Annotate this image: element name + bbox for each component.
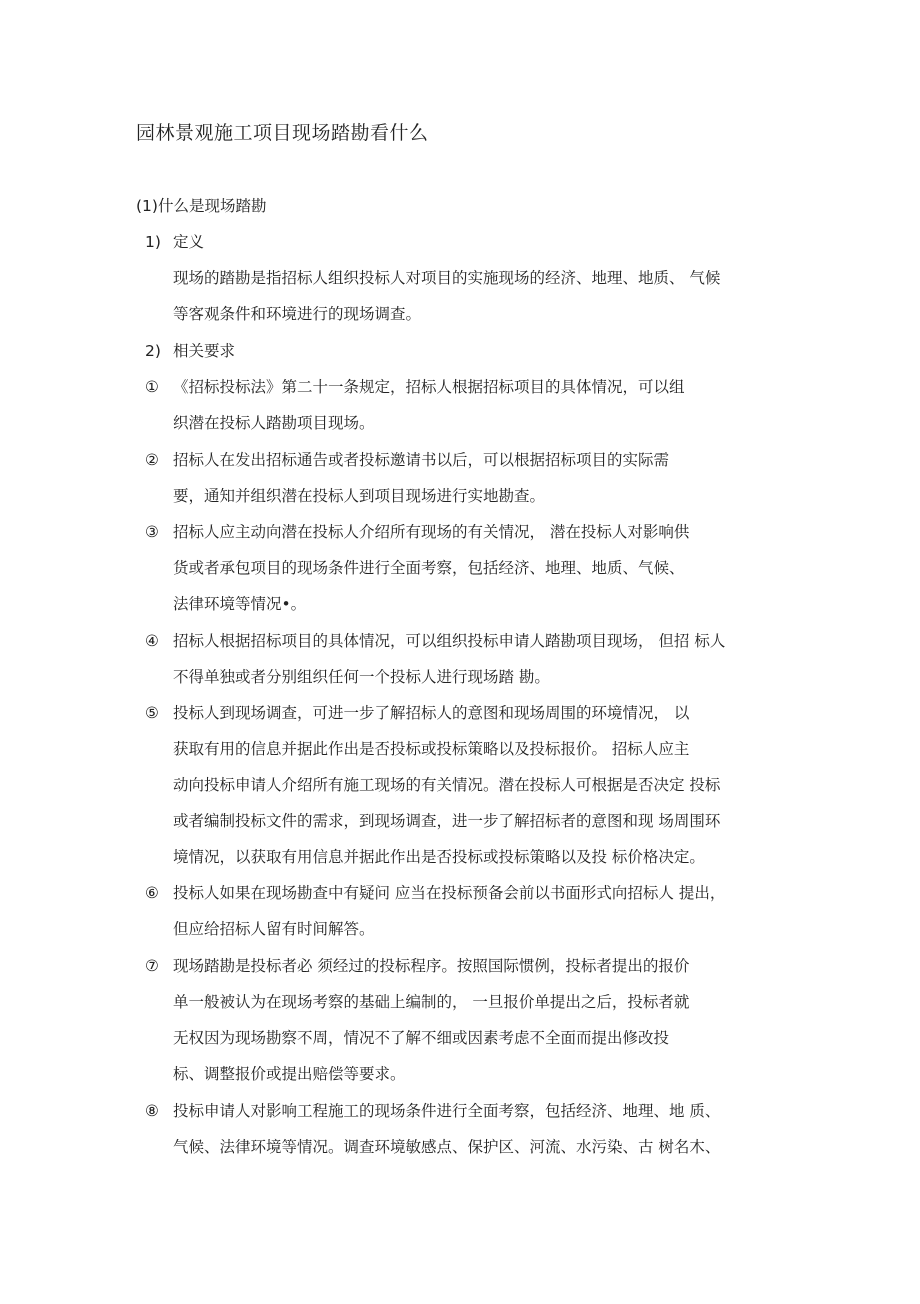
section-heading: (1)什么是现场踏勘 <box>136 197 267 215</box>
body-line: 动向投标申请人介绍所有施工现场的有关情况。潜在投标人可根据是否决定 投标 <box>173 776 721 794</box>
body-line: 《招标投标法》第二十一条规定，招标人根据招标项目的具体情况，可以组 <box>173 378 685 396</box>
body-line: 要，通知并组织潜在投标人到项目现场进行实地勘查。 <box>173 487 546 505</box>
body-line: 但应给招标人留有时间解答。 <box>173 920 375 938</box>
sub-number: 2) <box>145 342 161 360</box>
sub-number: 1) <box>145 233 161 251</box>
sub-heading: 相关要求 <box>173 342 236 360</box>
body-line: 货或者承包项目的现场条件进行全面考察，包括经济、地理、地质、气候、 <box>173 559 685 577</box>
sub-heading: 定义 <box>173 233 205 251</box>
page-title: 园林景观施工项目现场踏勘看什么 <box>136 122 429 144</box>
body-line: 境情况，以获取有用信息并据此作出是否投标或投标策略以及投 标价格决定。 <box>173 848 705 866</box>
body-line: 不得单独或者分别组织任何一个投标人进行现场踏 勘。 <box>173 668 550 686</box>
item-number: ① <box>145 378 159 396</box>
body-line: 织潜在投标人踏勘项目现场。 <box>173 414 375 432</box>
item-number: ④ <box>145 632 159 650</box>
body-line: 单一般被认为在现场考察的基础上编制的， 一旦报价单提出之后，投标者就 <box>173 993 690 1011</box>
body-line: 招标人根据招标项目的具体情况，可以组织投标申请人踏勘项目现场， 但招 标人 <box>173 632 726 650</box>
body-line: 现场的踏勘是指招标人组织投标人对项目的实施现场的经济、地理、地质、 气候 <box>173 269 721 287</box>
body-line: 招标人在发出招标通告或者投标邀请书以后，可以根据招标项目的实际需 <box>173 451 670 469</box>
body-line: 招标人应主动向潜在投标人介绍所有现场的有关情况， 潜在投标人对影响供 <box>173 523 690 541</box>
body-line: 投标人到现场调查，可进一步了解招标人的意图和现场周围的环境情况， 以 <box>173 704 690 722</box>
body-line: 投标人如果在现场勘查中有疑问 应当在投标预备会前以书面形式向招标人 提出， <box>173 884 726 902</box>
body-line: 气候、法律环境等情况。调查环境敏感点、保护区、河流、水污染、古 树名木、 <box>173 1138 721 1156</box>
body-line: 获取有用的信息并据此作出是否投标或投标策略以及投标报价。 招标人应主 <box>173 740 690 758</box>
item-number: ⑦ <box>145 957 159 975</box>
body-line: 等客观条件和环境进行的现场调查。 <box>173 305 422 323</box>
item-number: ⑧ <box>145 1102 159 1120</box>
body-line: 投标申请人对影响工程施工的现场条件进行全面考察，包括经济、地理、地 质、 <box>173 1102 721 1120</box>
item-number: ③ <box>145 523 159 541</box>
item-number: ⑤ <box>145 704 159 722</box>
body-line: 无权因为现场勘察不周，情况不了解不细或因素考虑不全面而提出修改投 <box>173 1029 670 1047</box>
body-line: 现场踏勘是投标者必 须经过的投标程序。按照国际惯例，投标者提出的报价 <box>173 957 690 975</box>
body-line: 或者编制投标文件的需求，到现场调查，进一步了解招标者的意图和现 场周围环 <box>173 812 721 830</box>
item-number: ② <box>145 451 159 469</box>
item-number: ⑥ <box>145 884 159 902</box>
body-line: 标、调整报价或提出赔偿等要求。 <box>173 1065 406 1083</box>
body-line: 法律环境等情况•。 <box>173 595 307 613</box>
